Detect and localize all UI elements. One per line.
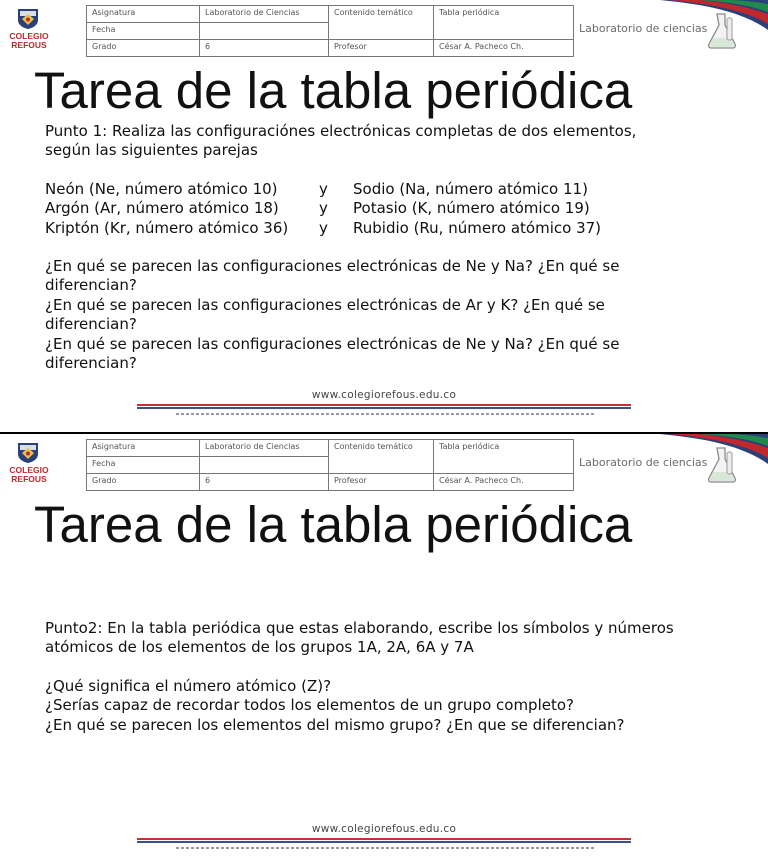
pair-conj: y xyxy=(319,218,328,237)
header-info-table xyxy=(86,5,574,57)
pair-conj: y xyxy=(319,199,328,218)
school-logo xyxy=(6,442,52,490)
grado-value: 6 xyxy=(200,474,329,491)
footer-rule xyxy=(137,404,631,410)
element-pair xyxy=(45,219,636,238)
pair-left: Kriptón (Kr, número atómico 36) xyxy=(45,218,289,237)
exercise-body xyxy=(45,619,674,735)
grado-label: Grado xyxy=(87,474,200,491)
page-title: Tarea de la tabla periódica xyxy=(34,496,633,553)
school-logo xyxy=(6,8,52,56)
intro-line: Punto 1: Realiza las configuraciónes electrónicas completas de dos elementos, xyxy=(45,122,637,140)
intro-line: según las siguientes parejas xyxy=(45,141,258,160)
footer-fine-print xyxy=(176,847,596,849)
footer-url: www.colegiorefous.edu.co xyxy=(311,389,457,401)
pair-left: Argón (Ar, número atómico 18) xyxy=(45,199,279,218)
brand-label: Laboratorio de ciencias xyxy=(579,456,708,469)
pair-left: Neón (Ne, número atómico 10) xyxy=(45,179,278,198)
header-info-table xyxy=(86,439,574,491)
page-title: Tarea de la tabla periódica xyxy=(34,62,633,119)
footer-fine-print xyxy=(176,413,596,415)
asignatura-value: Laboratorio de Ciencias xyxy=(200,440,329,457)
lab-flask-icon xyxy=(704,444,740,484)
footer-url: www.colegiorefous.edu.co xyxy=(311,823,457,835)
shield-icon xyxy=(16,8,40,30)
question-line: ¿En qué se parecen las configuraciones electrónicas de Ne y Na? ¿En qué se xyxy=(45,257,620,276)
page-2 xyxy=(0,432,768,864)
question-line: ¿En qué se parecen los elementos del mismo grupo? ¿En que se diferencian? xyxy=(45,715,625,734)
profesor-value: César A. Pacheco Ch. xyxy=(434,474,574,491)
element-pair xyxy=(45,199,636,218)
question-line: diferencian? xyxy=(45,315,137,334)
fecha-label: Fecha xyxy=(87,457,200,474)
fecha-label: Fecha xyxy=(87,23,200,40)
intro-line: Punto2: En la tabla periódica que estas elaborando, escribe los símbolos y números xyxy=(45,619,674,637)
contenido-value: Tabla periódica xyxy=(434,440,574,474)
question-line: ¿Qué significa el número atómico (Z)? xyxy=(45,676,332,695)
element-pair xyxy=(45,180,636,199)
pair-right: Sodio (Na, número atómico 11) xyxy=(353,179,588,198)
fecha-value xyxy=(200,23,329,40)
footer-rule xyxy=(137,838,631,844)
asignatura-value: Laboratorio de Ciencias xyxy=(200,6,329,23)
contenido-label: Contenido temático xyxy=(329,6,434,40)
profesor-value: César A. Pacheco Ch. xyxy=(434,40,574,57)
lab-flask-icon xyxy=(704,10,740,50)
school-name: COLEGIO REFOUS xyxy=(9,465,49,484)
asignatura-label: Asignatura xyxy=(87,6,200,23)
profesor-label: Profesor xyxy=(329,40,434,57)
question-line: diferencian? xyxy=(45,354,137,373)
pair-right: Potasio (K, número atómico 19) xyxy=(353,199,590,218)
question-line: diferencian? xyxy=(45,276,137,295)
contenido-label: Contenido temático xyxy=(329,440,434,474)
pair-right: Rubidio (Ru, número atómico 37) xyxy=(353,218,602,237)
pair-conj: y xyxy=(319,179,328,198)
question-line: ¿Serías capaz de recordar todos los elementos de un grupo completo? xyxy=(45,696,574,715)
profesor-label: Profesor xyxy=(329,474,434,491)
intro-line: atómicos de los elementos de los grupos 1A, 2A, 6A y 7A xyxy=(45,638,474,657)
school-name: COLEGIO REFOUS xyxy=(9,31,49,50)
contenido-value: Tabla periódica xyxy=(434,6,574,40)
shield-icon xyxy=(16,442,40,464)
brand-label: Laboratorio de ciencias xyxy=(579,22,708,35)
fecha-value xyxy=(200,457,329,474)
asignatura-label: Asignatura xyxy=(87,440,200,457)
grado-value: 6 xyxy=(200,40,329,57)
question-line: ¿En qué se parecen las configuraciones electrónicas de Ar y K? ¿En qué se xyxy=(45,295,605,314)
grado-label: Grado xyxy=(87,40,200,57)
question-line: ¿En qué se parecen las configuraciones electrónicas de Ne y Na? ¿En qué se xyxy=(45,334,620,353)
exercise-body xyxy=(45,122,636,373)
